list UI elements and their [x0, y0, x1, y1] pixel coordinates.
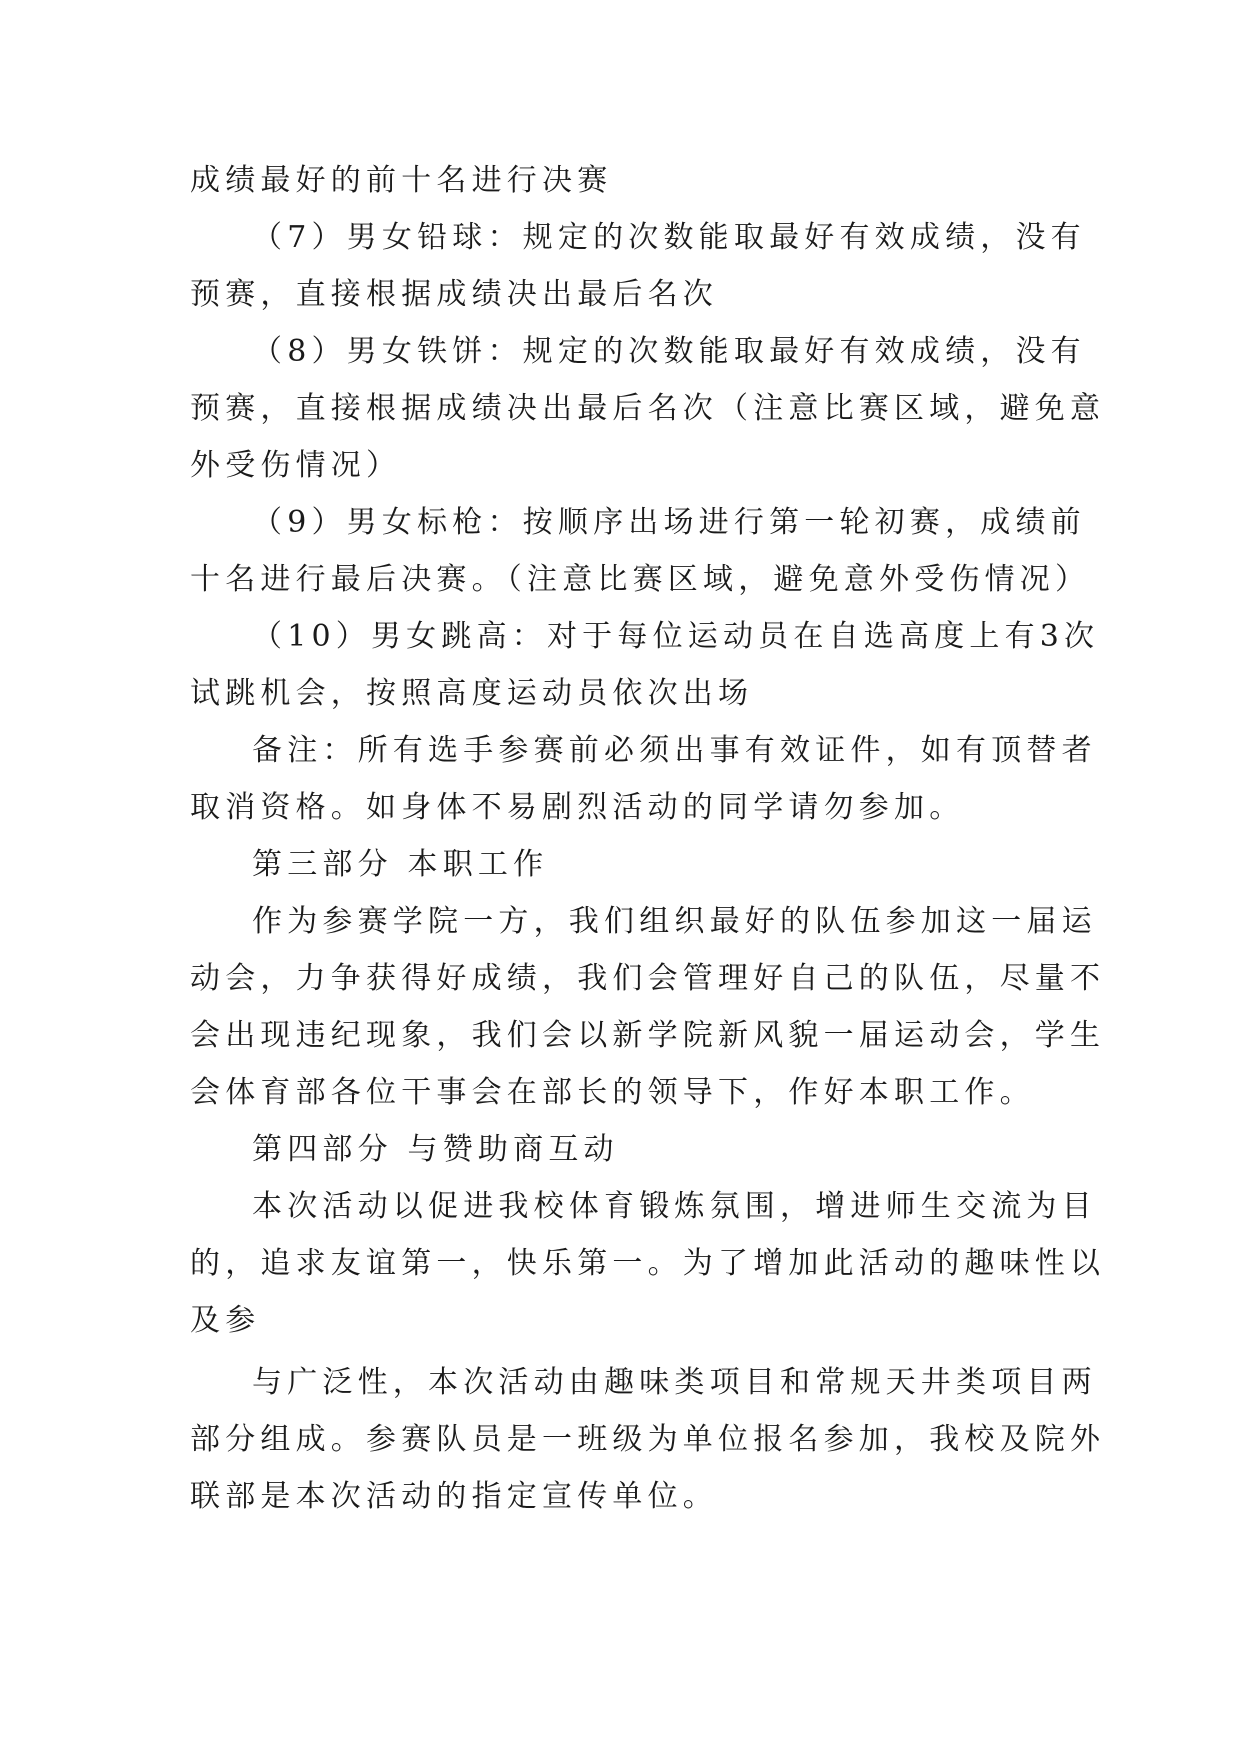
text-line: 作为参赛学院一方，我们组织最好的队伍参加这一届运	[252, 904, 1097, 939]
text-line: 的，追求友谊第一，快乐第一。为了增加此活动的趣味性以	[190, 1246, 1106, 1281]
text-line: 部分组成。参赛队员是一班级为单位报名参加，我校及院外	[190, 1422, 1106, 1457]
text-line: 十名进行最后决赛。（注意比赛区域，避免意外受伤情况）	[190, 562, 1091, 597]
text-line: 会体育部各位干事会在部长的领导下，作好本职工作。	[190, 1075, 1035, 1110]
text-line: 外受伤情况）	[190, 448, 402, 483]
text-line: 备注：所有选手参赛前必须出事有效证件，如有顶替者	[252, 733, 1097, 768]
text-line: 动会，力争获得好成绩，我们会管理好自己的队伍，尽量不	[190, 961, 1106, 996]
text-line: （7）男女铅球：规定的次数能取最好有效成绩，没有	[252, 220, 1086, 255]
text-line: 会出现违纪现象，我们会以新学院新风貌一届运动会，学生	[190, 1018, 1106, 1053]
text-line: 与广泛性，本次活动由趣味类项目和常规天井类项目两	[252, 1365, 1097, 1400]
text-line: 预赛，直接根据成绩决出最后名次	[190, 277, 718, 312]
document-page	[190, 152, 1106, 1525]
text-line: 试跳机会，按照高度运动员依次出场	[190, 676, 754, 711]
text-line: （8）男女铁饼：规定的次数能取最好有效成绩，没有	[252, 334, 1086, 369]
text-line: 预赛，直接根据成绩决出最后名次（注意比赛区域，避免意	[190, 391, 1106, 426]
text-line: 本次活动以促进我校体育锻炼氛围，增进师生交流为目	[252, 1189, 1097, 1224]
text-line: 取消资格。如身体不易剧烈活动的同学请勿参加。	[190, 790, 965, 825]
text-line: 及参	[190, 1303, 261, 1338]
section-heading: 第四部分 与赞助商互动	[252, 1132, 619, 1167]
text-line: 成绩最好的前十名进行决赛	[190, 163, 613, 198]
text-line: （9）男女标枪：按顺序出场进行第一轮初赛，成绩前	[252, 505, 1086, 540]
section-heading: 第三部分 本职工作	[252, 847, 549, 882]
text-line: 联部是本次活动的指定宣传单位。	[190, 1479, 718, 1514]
text-line: （10）男女跳高：对于每位运动员在自选高度上有3次	[252, 619, 1100, 654]
